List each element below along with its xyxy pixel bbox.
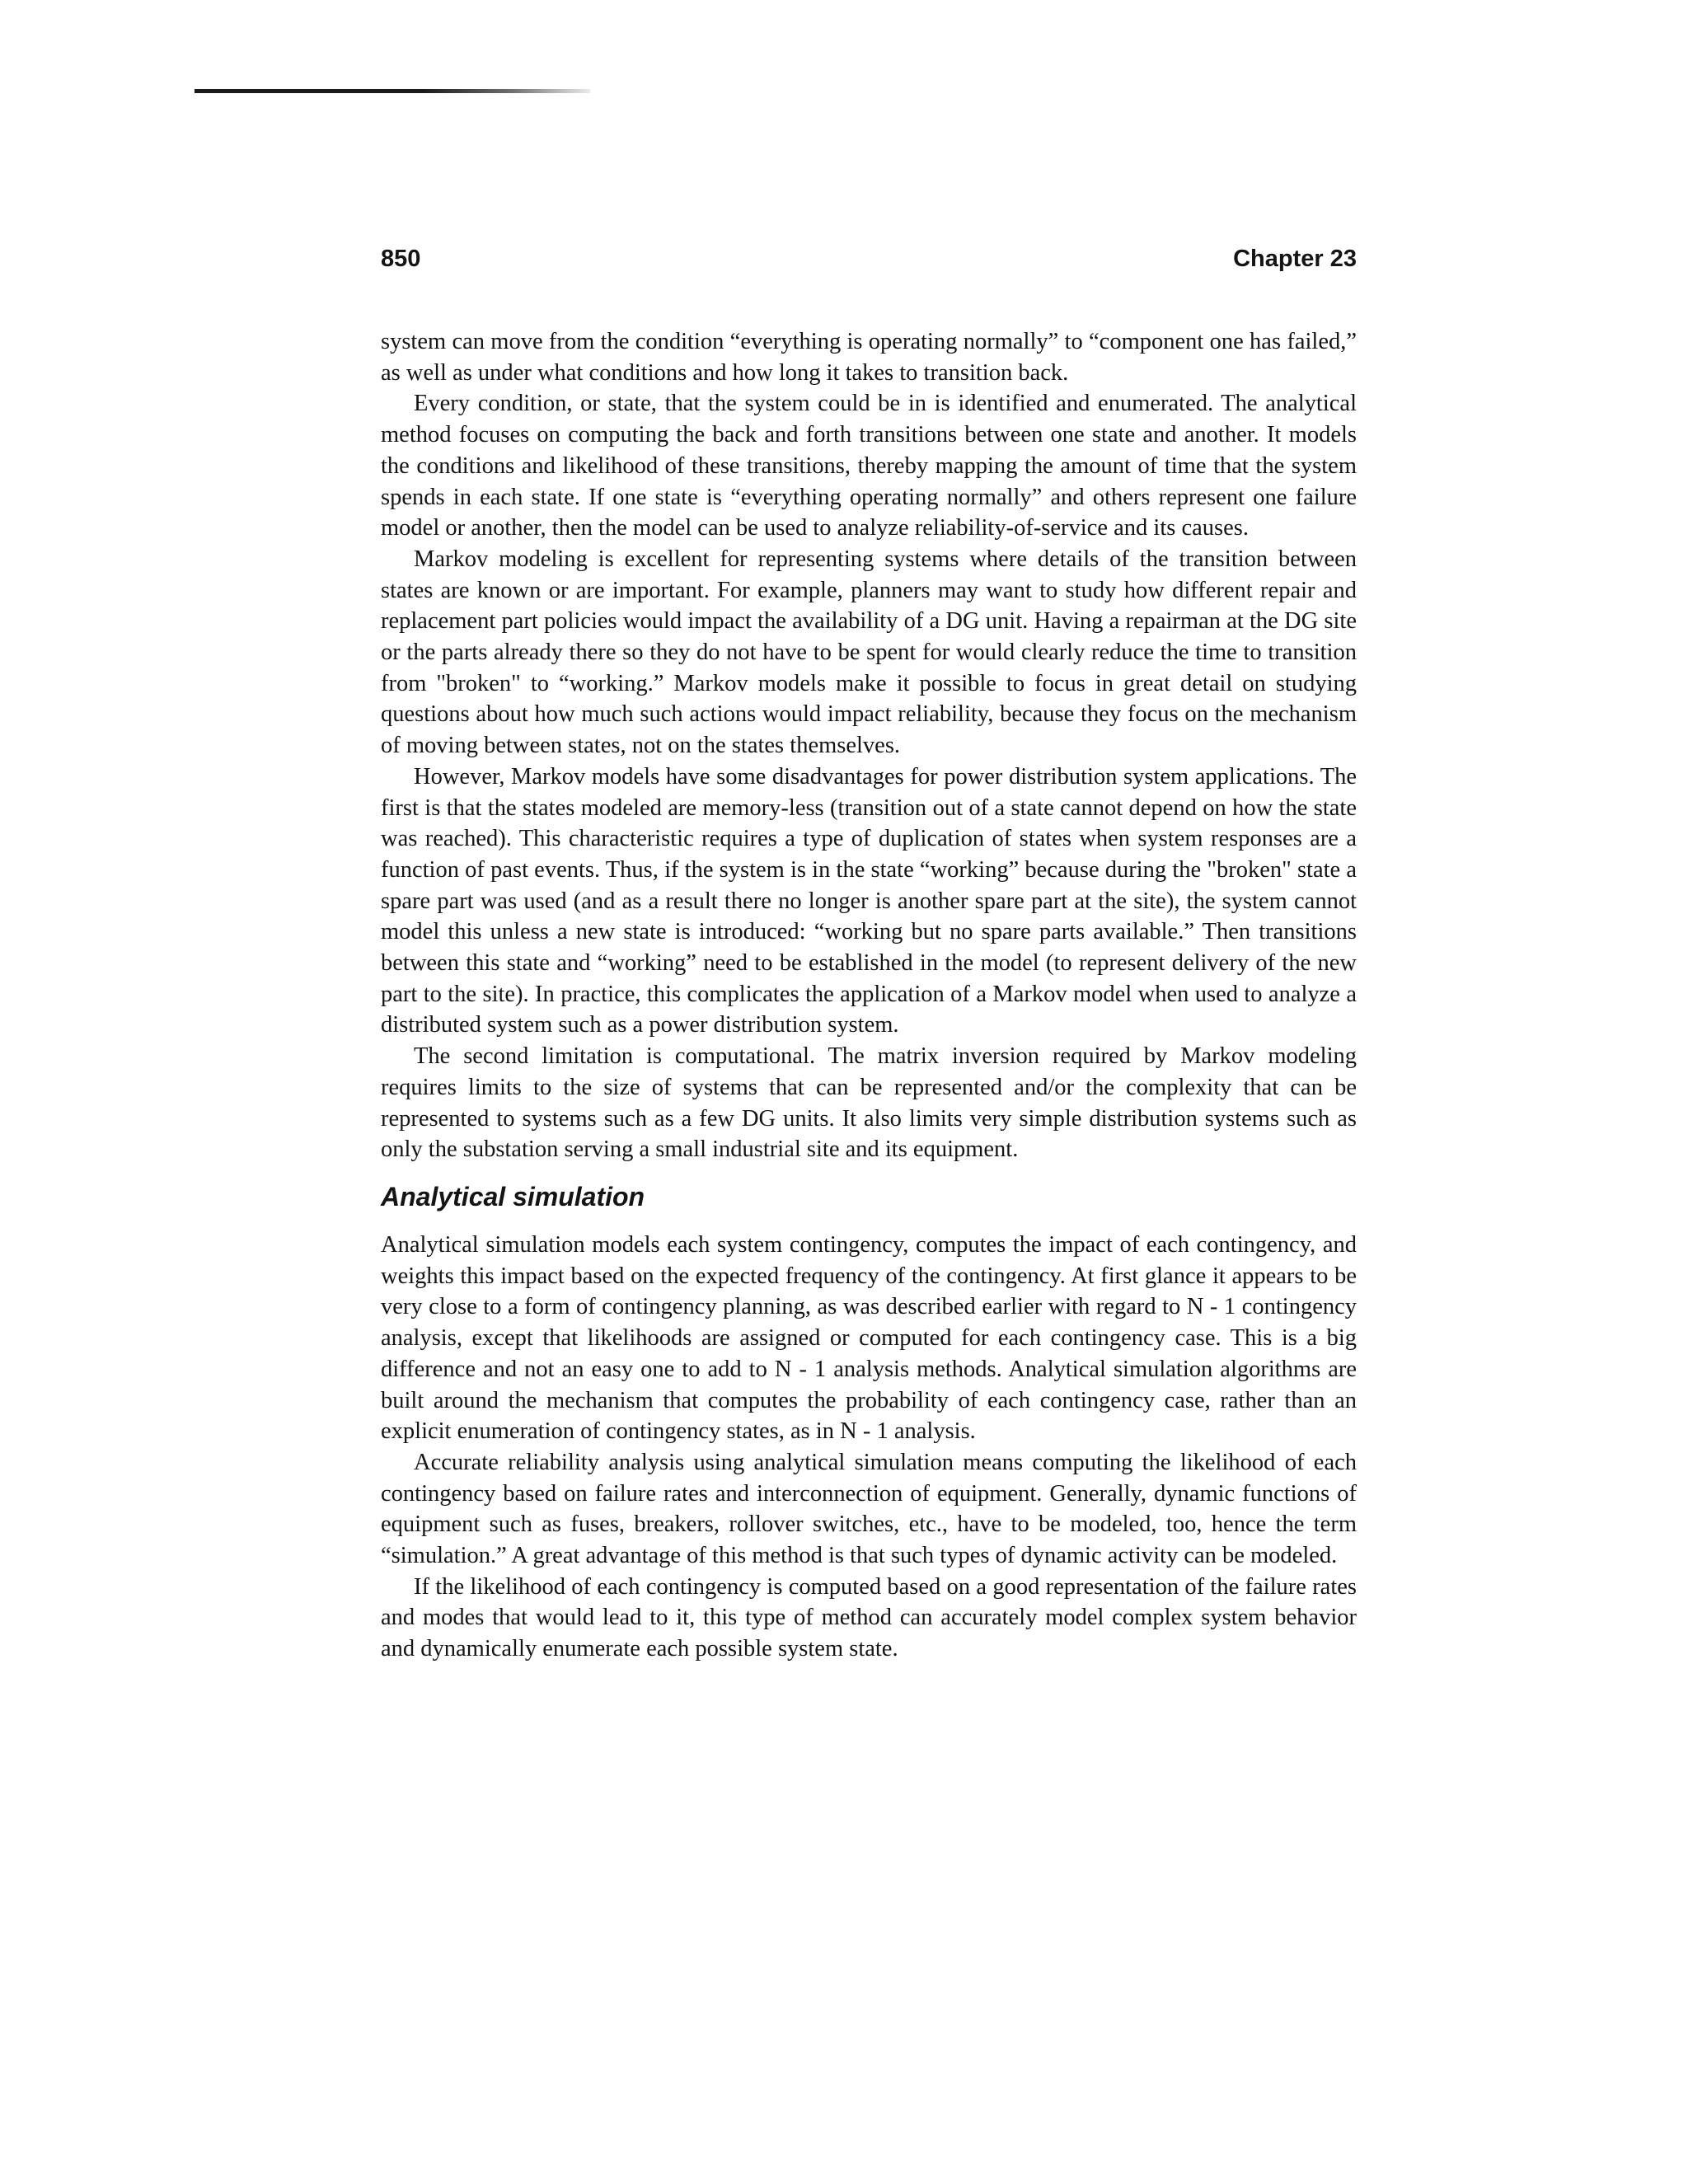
paragraph-continued: system can move from the condition “everything is operating normally” to “component one has failed,” as well as under what conditions and how long it takes to transition back. [381,329,1357,386]
scan-edge-rule [195,89,590,93]
section-heading: Analytical simulation [381,1181,645,1212]
paragraph: Analytical simulation models each system contingency, computes the impact of each contingency, and weights this impact based on the expected frequency of the contingency. At first glance it appears to be very close to a form of contingency planning, as was described earlier with regard to N - 1 contingency analysis, except that likelihoods are assigned or computed for each contingency case. This is a big difference and not an easy one to add to N - 1 analysis methods. Analytical simulation algorithms are built around the mechanism that computes the probability of each contingency case, rather than an explicit enumeration of contingency states, as in N - 1 analysis. [381,1231,1357,1445]
page-number: 850 [381,246,421,272]
paragraph: However, Markov models have some disadvantages for power distribution system applications. The first is that the states modeled are memory-less (transition out of a state cannot depend on how the state was reached). This characteristic requires a type of duplication of states when system responses are a function of past events. Thus, if the system is in the state “working” because during the "broken" state a spare part was used (and as a result there no longer is another spare part at the site), the system cannot model this unless a new state is introduced: “working but no spare parts available.” Then transitions between this state and “working” need to be established in the model (to represent delivery of the new part to the site). In practice, this complicates the application of a Markov model when used to analyze a distributed system such as a power distribution system. [381,763,1357,1038]
page-body [381,326,1357,1665]
paragraph: Markov modeling is excellent for representing systems where details of the transition between states are known or are important. For example, planners may want to study how different repair and replacement part policies would impact the availability of a DG unit. Having a repairman at the DG site or the parts already there so they do not have to be spent for would clearly reduce the time to transition from "broken" to “working.” Markov models make it possible to focus in great detail on studying questions about how much such actions would impact reliability, because they focus on the mechanism of moving between states, not on the states themselves. [381,546,1357,759]
paragraph: Accurate reliability analysis using analytical simulation means computing the likelihood of each contingency based on failure rates and interconnection of equipment. Generally, dynamic functions of equipment such as fuses, breakers, rollover switches, etc., have to be modeled, too, hence the term “simulation.” A great advantage of this method is that such types of dynamic activity can be modeled. [381,1449,1357,1569]
paragraph: If the likelihood of each contingency is computed based on a good representation of the failure rates and modes that would lead to it, this type of method can accurately model complex system behavior and dynamically enumerate each possible system state. [381,1573,1357,1662]
paragraph: The second limitation is computational. The matrix inversion required by Markov modeling requires limits to the size of systems that can be represented and/or the complexity that can be represented to systems such as a few DG units. It also limits very simple distribution systems such as only the substation serving a small industrial site and its equipment. [381,1043,1357,1163]
paragraph: Every condition, or state, that the system could be in is identified and enumerated. The analytical method focuses on computing the back and forth transitions between one state and another. It models the conditions and likelihood of these transitions, thereby mapping the amount of time that the system spends in each state. If one state is “everything operating normally” and others represent one failure model or another, then the model can be used to analyze reliability-of-service and its causes. [381,391,1357,541]
chapter-label: Chapter 23 [1233,246,1357,272]
running-header [381,246,1357,282]
